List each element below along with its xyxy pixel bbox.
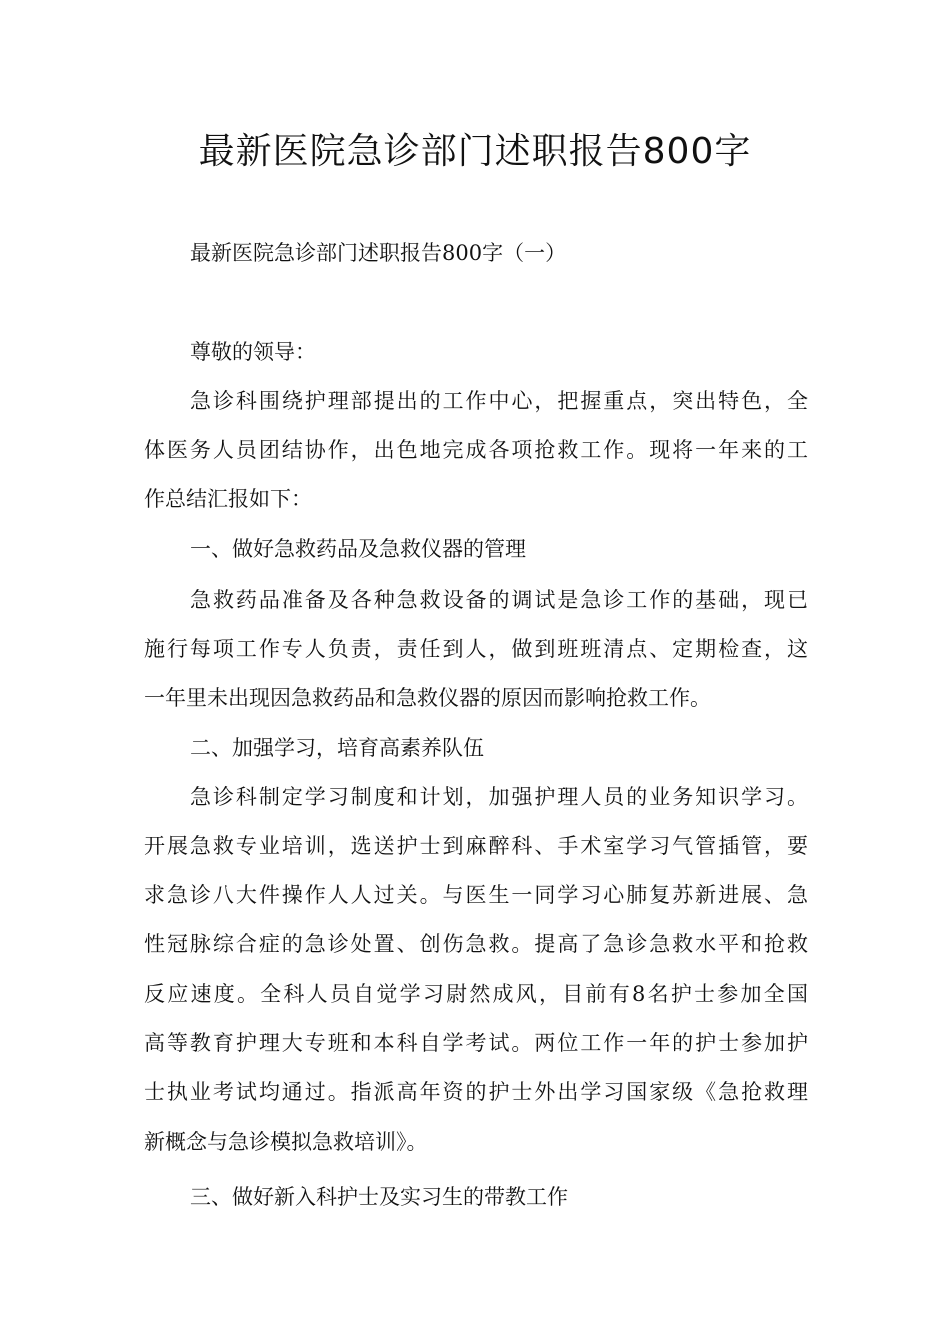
section-heading: 三、做好新入科护士及实习生的带教工作 — [190, 1185, 568, 1209]
paragraph-line: 作总结汇报如下： — [144, 487, 312, 511]
paragraph-line: 开展急救专业培训，选送护士到麻醉科、手术室学习气管插管，要 — [144, 834, 808, 858]
paragraph-line: 体医务人员团结协作，出色地完成各项抢救工作。现将一年来的工 — [144, 438, 808, 462]
paragraph-line: 施行每项工作专人负责，责任到人，做到班班清点、定期检查，这 — [144, 637, 808, 661]
paragraph-line: 性冠脉综合症的急诊处置、创伤急救。提高了急诊急救水平和抢救 — [144, 932, 808, 956]
paragraph-line: 高等教育护理大专班和本科自学考试。两位工作一年的护士参加护 — [144, 1031, 808, 1055]
salutation: 尊敬的领导： — [190, 340, 316, 364]
paragraph-line: 急诊科制定学习制度和计划，加强护理人员的业务知识学习。 — [190, 785, 808, 809]
section-heading: 二、加强学习，培育高素养队伍 — [190, 736, 484, 760]
paragraph-line: 求急诊八大件操作人人过关。与医生一同学习心肺复苏新进展、急 — [144, 883, 808, 907]
document-subtitle: 最新医院急诊部门述职报告800字（一） — [190, 241, 567, 265]
paragraph-line: 新概念与急诊模拟急救培训》。 — [144, 1130, 428, 1154]
paragraph-line: 一年里未出现因急救药品和急救仪器的原因而影响抢救工作。 — [144, 686, 711, 710]
paragraph-line: 急救药品准备及各种急救设备的调试是急诊工作的基础，现已 — [190, 588, 808, 612]
paragraph-line: 反应速度。全科人员自觉学习尉然成风，目前有8名护士参加全国 — [144, 982, 808, 1006]
section-heading: 一、做好急救药品及急救仪器的管理 — [190, 537, 526, 561]
paragraph-line: 士执业考试均通过。指派高年资的护士外出学习国家级《急抢救理 — [144, 1080, 808, 1104]
document-title: 最新医院急诊部门述职报告800字 — [198, 131, 752, 172]
paragraph-line: 急诊科围绕护理部提出的工作中心，把握重点，突出特色，全 — [190, 389, 808, 413]
